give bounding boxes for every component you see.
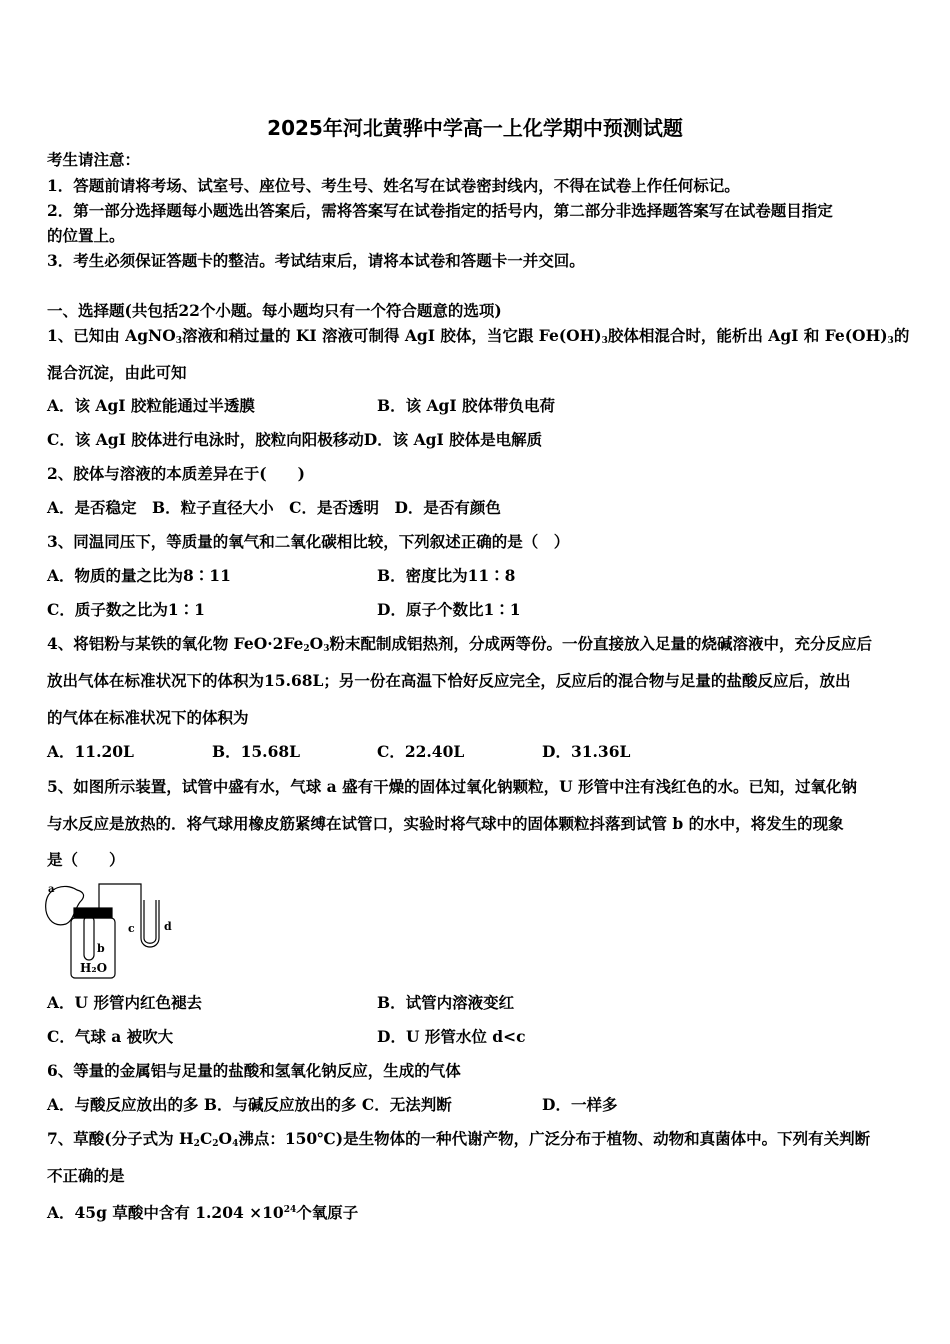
text-line <box>377 566 515 586</box>
text-segment: 与水反应是放热的．将气球用橡皮筋紧缚在试管口，实验时将气球中的固体颗粒抖落到试管 b 的水中，将发生的现象 <box>47 814 844 833</box>
text-segment: A．11.20L <box>47 742 134 761</box>
text-segment: 的气体在标准状况下的体积为 <box>47 708 249 727</box>
subscript: 2 <box>303 644 310 654</box>
text-segment: B．密度比为11∶8 <box>377 566 516 585</box>
text-segment: 3．考生必须保证答题卡的整洁。考试结束后，请将本试卷和答题卡一并交回。 <box>47 251 585 270</box>
text-line <box>542 742 630 762</box>
label-b: b <box>97 942 105 955</box>
subscript: 3 <box>323 644 330 654</box>
text-segment: 7、草酸(分子式为 H <box>47 1129 194 1148</box>
text-segment: O <box>218 1129 233 1148</box>
text-segment: 考生请注意： <box>47 150 141 169</box>
text-segment: A．与酸反应放出的多 B．与碱反应放出的多 C．无法判断 <box>47 1095 452 1114</box>
label-water: H₂O <box>80 961 108 975</box>
text-segment: B．试管内溶液变红 <box>377 993 515 1012</box>
text-segment: 是（ ） <box>47 850 125 869</box>
text-segment: 3、同温同压下，等质量的氧气和二氧化碳相比较，下列叙述正确的是（ ） <box>47 532 570 551</box>
subscript: 3 <box>601 336 608 346</box>
text-line <box>47 671 850 691</box>
text-segment: O <box>309 634 324 653</box>
text-line <box>47 708 249 728</box>
text-line <box>47 600 205 620</box>
text-line <box>47 363 187 383</box>
text-segment: 一、选择题(共包括22个小题。每小题均只有一个符合题意的选项) <box>47 301 502 320</box>
label-a: a <box>48 884 55 895</box>
text-segment: B．15.68L <box>212 742 301 761</box>
text-segment: C．气球 a 被吹大 <box>47 1027 174 1046</box>
text-segment: C．质子数之比为1∶1 <box>47 600 205 619</box>
subscript: 3 <box>175 336 182 346</box>
text-line <box>212 742 300 762</box>
page-title: 2025年河北黄骅中学高一上化学期中预测试题 <box>267 116 683 140</box>
text-line <box>47 1095 452 1115</box>
text-segment: D．31.36L <box>542 742 631 761</box>
subscript: 3 <box>887 336 894 346</box>
text-segment: B．该 AgI 胶体带负电荷 <box>377 396 556 415</box>
text-line <box>377 396 555 416</box>
text-line <box>542 1095 617 1115</box>
text-segment: 胶体相混合时，能析出 AgI 和 Fe(OH) <box>607 326 888 345</box>
text-line <box>47 1027 173 1047</box>
subscript: 2 <box>212 1139 219 1149</box>
text-line <box>47 742 134 762</box>
text-line <box>377 1027 526 1047</box>
text-segment: D．原子个数比1∶1 <box>377 600 521 619</box>
text-segment: 溶液和稍过量的 KI 溶液可制得 AgI 胶体，当它跟 Fe(OH) <box>181 326 602 345</box>
text-line <box>47 226 125 246</box>
text-segment: D．一样多 <box>542 1095 618 1114</box>
text-line <box>47 430 542 450</box>
text-segment: 混合沉淀，由此可知 <box>47 363 187 382</box>
text-segment: 6、等量的金属铝与足量的盐酸和氢氧化钠反应，生成的气体 <box>47 1061 461 1080</box>
text-line <box>47 777 857 797</box>
text-segment: 的 <box>893 326 910 345</box>
text-segment: 放出气体在标准状况下的体积为15.68L；另一份在高温下恰好反应完全，反应后的混合物与足量的盐酸反应后，放出 <box>47 671 851 690</box>
text-line <box>47 532 569 552</box>
subscript: 2 <box>193 1139 200 1149</box>
apparatus-diagram <box>44 880 184 980</box>
text-line <box>47 301 502 321</box>
text-line <box>47 1129 870 1154</box>
text-segment: A．U 形管内红色褪去 <box>47 993 202 1012</box>
text-line <box>47 464 305 484</box>
text-segment: A．该 AgI 胶粒能通过半透膜 <box>47 396 255 415</box>
text-line <box>47 634 872 659</box>
text-segment: 4、将铝粉与某铁的氧化物 FeO·2Fe <box>47 634 304 653</box>
text-line <box>377 600 521 620</box>
text-segment: 的位置上。 <box>47 226 125 245</box>
text-line <box>377 742 464 762</box>
text-line <box>47 1166 125 1186</box>
text-segment: A．45g 草酸中含有 1.204 ×10 <box>47 1203 284 1222</box>
text-line <box>47 850 125 870</box>
label-c: c <box>128 922 135 935</box>
text-segment: 粉末配制成铝热剂，分成两等份。一份直接放入足量的烧碱溶液中，充分反应后 <box>329 634 872 653</box>
text-line <box>377 993 514 1013</box>
text-line <box>47 814 844 834</box>
text-segment: 1．答题前请将考场、试室号、座位号、考生号、姓名写在试卷密封线内，不得在试卷上作任何标记。 <box>47 176 740 195</box>
text-segment: D．U 形管水位 d<c <box>377 1027 526 1046</box>
text-segment: A．是否稳定 B．粒子直径大小 C．是否透明 D．是否有颜色 <box>47 498 501 517</box>
text-line <box>47 993 202 1013</box>
supscript: 24 <box>283 1205 297 1215</box>
text-segment: C．22.40L <box>377 742 465 761</box>
text-segment: 1、已知由 AgNO <box>47 326 176 345</box>
text-line <box>47 498 501 518</box>
text-segment: 2、胶体与溶液的本质差异在于( ) <box>47 464 305 483</box>
text-segment: 沸点：150℃)是生物体的一种代谢产物，广泛分布于植物、动物和真菌体中。下列有关判断 <box>238 1129 871 1148</box>
text-segment: C <box>199 1129 213 1148</box>
text-segment: 不正确的是 <box>47 1166 125 1185</box>
text-segment: 2．第一部分选择题每小题选出答案后，需将答案写在试卷指定的括号内，第二部分非选择题答案写在试卷题目指定 <box>47 201 833 220</box>
text-line <box>47 251 585 271</box>
text-line <box>47 176 740 196</box>
subscript: 4 <box>232 1139 239 1149</box>
text-segment: 个氧原子 <box>296 1203 359 1222</box>
text-line <box>47 396 255 416</box>
text-line <box>47 566 231 586</box>
text-line <box>47 326 909 351</box>
stopper <box>74 908 112 918</box>
text-line <box>47 1061 461 1081</box>
text-line <box>47 1200 358 1223</box>
text-segment: 5、如图所示装置，试管中盛有水，气球 a 盛有干燥的固体过氧化钠颗粒，U 形管中注有浅红色的水。已知，过氧化钠 <box>47 777 858 796</box>
test-tube-b <box>84 916 94 960</box>
text-segment: A．物质的量之比为8∶11 <box>47 566 231 585</box>
text-line <box>47 150 140 170</box>
text-line <box>47 201 833 221</box>
label-d: d <box>164 920 172 933</box>
text-segment: C．该 AgI 胶体进行电泳时，胶粒向阳极移动D．该 AgI 胶体是电解质 <box>47 430 543 449</box>
